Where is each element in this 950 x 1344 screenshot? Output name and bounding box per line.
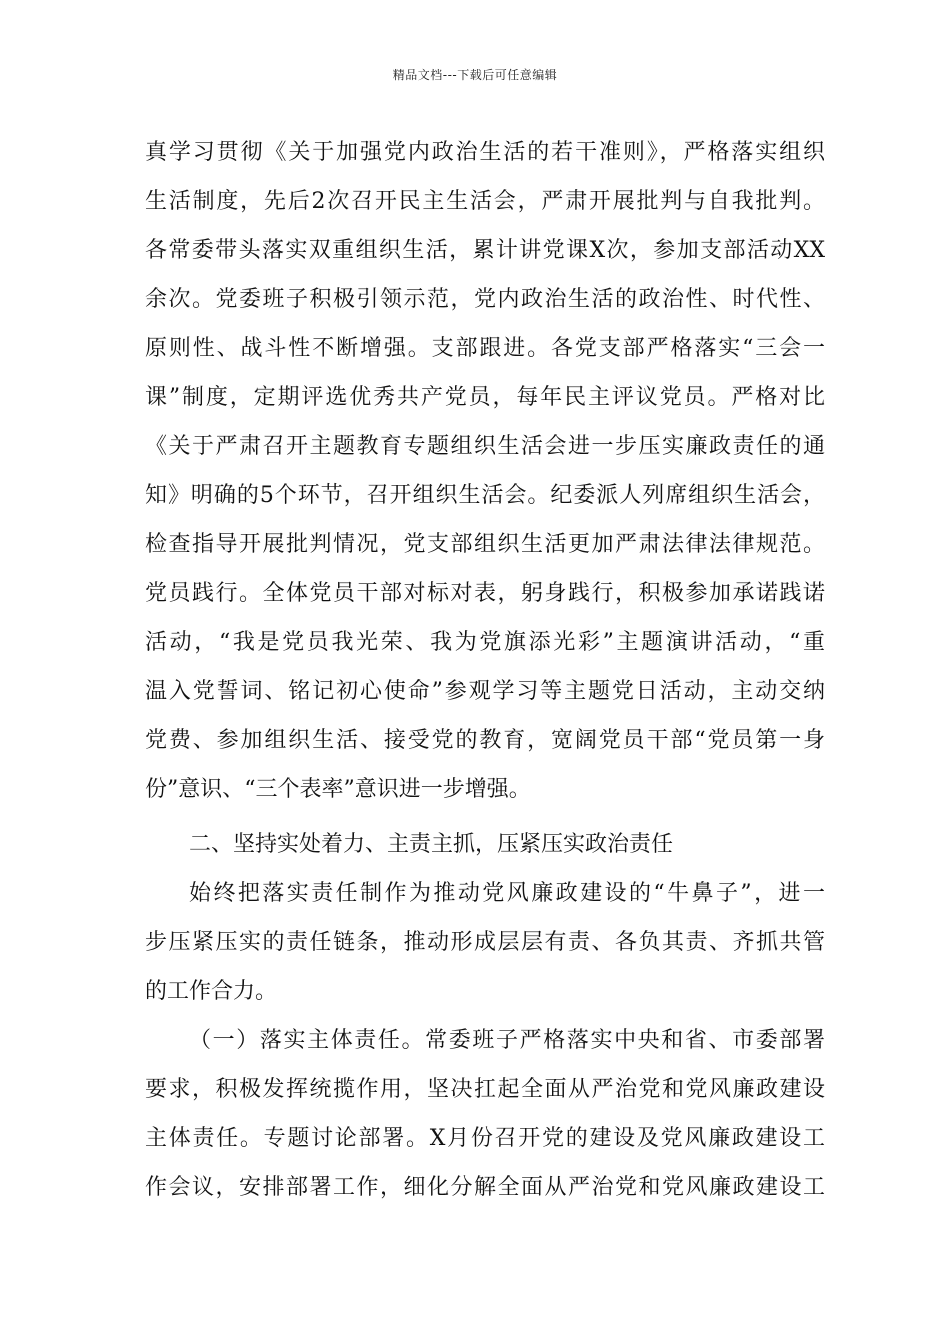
text-line: 生活制度，先后2次召开民主生活会，严肃开展批判与自我批判。 [145, 189, 825, 214]
text-line: 课”制度，定期评选优秀共产党员，每年民主评议党员。严格对比 [145, 385, 825, 410]
text-line: 温入党誓词、铭记初心使命”参观学习等主题党日活动，主动交纳 [145, 679, 825, 704]
section-heading: 二、坚持实处着力、主责主抓，压紧压实政治责任 [189, 832, 674, 857]
text-line: 真学习贯彻《关于加强党内政治生活的若干准则》，严格落实组织 [145, 140, 825, 165]
document-body [145, 128, 825, 1212]
text-line: 检查指导开展批判情况，党支部组织生活更加严肃法律法律规范。 [145, 532, 825, 557]
text-line: 份”意识、“三个表率”意识进一步增强。 [145, 777, 531, 802]
text-line: 各常委带头落实双重组织生活，累计讲党课X次，参加支部活动XX [145, 238, 825, 263]
text-line: 作会议，安排部署工作，细化分解全面从严治党和党风廉政建设工 [145, 1175, 825, 1200]
text-line: （一）落实主体责任。常委班子严格落实中央和省、市委部署 [189, 1028, 825, 1053]
text-line: 要求，积极发挥统揽作用，坚决扛起全面从严治党和党风廉政建设 [145, 1077, 825, 1102]
text-line: 原则性、战斗性不断增强。支部跟进。各党支部严格落实“三会一 [145, 336, 825, 361]
text-line: 知》明确的5个环节，召开组织生活会。纪委派人列席组织生活会， [145, 483, 825, 508]
text-line: 活动，“我是党员我光荣、我为党旗添光彩”主题演讲活动，“重 [145, 630, 825, 655]
text-line: 始终把落实责任制作为推动党风廉政建设的“牛鼻子”，进一 [189, 881, 825, 906]
text-line: 步压紧压实的责任链条，推动形成层层有责、各负其责、齐抓共管 [145, 930, 825, 955]
text-line: 余次。党委班子积极引领示范，党内政治生活的政治性、时代性、 [145, 287, 825, 312]
text-line: 《关于严肃召开主题教育专题组织生活会进一步压实廉政责任的通 [145, 434, 825, 459]
page-header: 精品文档---下载后可任意编辑 [392, 68, 558, 82]
text-line: 党费、参加组织生活、接受党的教育，宽阔党员干部“党员第一身 [145, 728, 825, 753]
text-line: 党员践行。全体党员干部对标对表，躬身践行，积极参加承诺践诺 [145, 581, 825, 606]
text-line: 主体责任。专题讨论部署。X月份召开党的建设及党风廉政建设工 [145, 1126, 825, 1151]
text-line: 的工作合力。 [145, 979, 278, 1004]
